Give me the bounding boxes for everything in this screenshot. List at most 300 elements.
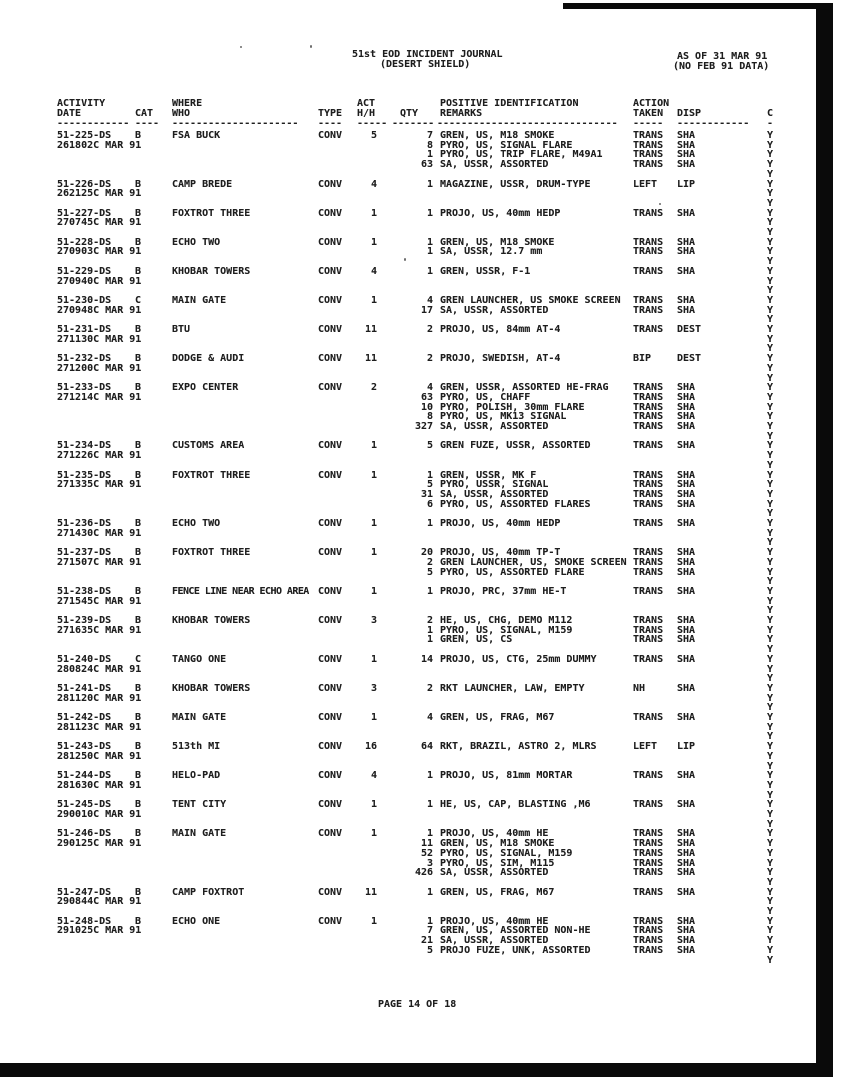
- confirm-flag: Y: [767, 265, 774, 277]
- category-code: B: [135, 770, 142, 782]
- category-code: B: [135, 547, 142, 559]
- where-who: MAIN GATE: [172, 712, 227, 723]
- action-taken: TRANS: [633, 294, 664, 306]
- disposition: SHA: [677, 498, 696, 510]
- col-header-cat: CAT: [135, 108, 154, 119]
- item-qty: 63: [420, 159, 433, 171]
- item-qty: 2: [426, 615, 433, 626]
- incident-type: CONV: [318, 712, 343, 723]
- item-qty: 1: [426, 518, 433, 529]
- underline-type: ----: [318, 118, 343, 129]
- confirm-flag: Y: [767, 838, 774, 850]
- item-qty: 14: [420, 653, 433, 665]
- confirm-flag: Y: [767, 547, 774, 559]
- item-remark: PYRO, US, ASSORTED FLARE: [440, 566, 585, 578]
- activity-id: 51-226-DS: [57, 178, 112, 190]
- activity-datetime: 281250C MAR 91: [57, 750, 142, 762]
- action-taken: TRANS: [633, 130, 664, 141]
- act-hh-count: 1: [370, 547, 377, 559]
- confirm-flag: Y: [767, 285, 774, 297]
- confirm-flag: Y: [767, 197, 774, 209]
- confirm-flag: Y: [767, 595, 774, 607]
- category-code: B: [135, 915, 142, 927]
- item-remark: PROJO, US, 40mm TP-T: [440, 547, 561, 559]
- act-hh-count: 3: [370, 682, 377, 694]
- item-qty: 2: [426, 682, 433, 694]
- scan-artifact-right-bar: [816, 3, 833, 1076]
- activity-datetime: 281630C MAR 91: [57, 779, 142, 791]
- confirm-flag: Y: [767, 682, 774, 694]
- disposition: SHA: [677, 130, 696, 141]
- item-remark: GREN, US, ASSORTED NON-HE: [440, 925, 591, 937]
- incident-type: CONV: [318, 518, 343, 529]
- as-of-date: AS OF 31 MAR 91: [677, 51, 768, 62]
- confirm-flag: Y: [767, 896, 774, 908]
- incident-type: CONV: [318, 799, 343, 811]
- action-taken: TRANS: [633, 828, 664, 840]
- confirm-flag: Y: [767, 731, 774, 743]
- disposition: SHA: [677, 159, 696, 171]
- category-code: B: [135, 828, 142, 840]
- confirm-flag: Y: [767, 256, 774, 268]
- category-code: B: [135, 518, 142, 529]
- disposition: SHA: [677, 488, 696, 500]
- confirm-flag: Y: [767, 721, 774, 733]
- item-qty: 1: [426, 634, 433, 646]
- item-qty: 2: [426, 353, 433, 365]
- item-qty: 11: [420, 838, 433, 850]
- disposition: SHA: [677, 207, 696, 219]
- where-who: FOXTROT THREE: [172, 207, 251, 219]
- act-hh-count: 1: [370, 518, 377, 529]
- category-code: B: [135, 712, 142, 723]
- confirm-flag: Y: [767, 954, 774, 966]
- item-remark: PROJO FUZE, UNK, ASSORTED: [440, 944, 591, 956]
- action-taken: TRANS: [633, 566, 664, 578]
- item-remark: RKT, BRAZIL, ASTRO 2, MLRS: [440, 741, 597, 753]
- disposition: SHA: [677, 867, 696, 879]
- disposition: LIP: [677, 741, 696, 753]
- disposition: SHA: [677, 304, 696, 316]
- disposition: SHA: [677, 944, 696, 956]
- page-number-footer: PAGE 14 OF 18: [378, 999, 457, 1010]
- action-taken: TRANS: [633, 518, 664, 529]
- confirm-flag: Y: [767, 159, 774, 171]
- item-remark: GREN, US, M18 SMOKE: [440, 838, 555, 850]
- action-taken: TRANS: [633, 382, 664, 394]
- action-taken: TRANS: [633, 886, 664, 898]
- confirm-flag: Y: [767, 537, 774, 549]
- underline-cat: ----: [135, 118, 160, 129]
- activity-datetime: 290125C MAR 91: [57, 838, 142, 850]
- disposition: SHA: [677, 935, 696, 947]
- category-code: B: [135, 178, 142, 190]
- item-remark: SA, USSR, ASSORTED: [440, 304, 549, 316]
- action-taken: TRANS: [633, 440, 664, 452]
- disposition: SHA: [677, 149, 696, 161]
- category-code: B: [135, 741, 142, 753]
- confirm-flag: Y: [767, 867, 774, 879]
- incident-type: CONV: [318, 324, 343, 335]
- confirm-flag: Y: [767, 828, 774, 840]
- activity-datetime: 271545C MAR 91: [57, 595, 142, 607]
- category-code: B: [135, 682, 142, 694]
- item-qty: 4: [426, 294, 433, 306]
- act-hh-count: 1: [370, 207, 377, 219]
- item-remark: SA, USSR, ASSORTED: [440, 867, 549, 879]
- disposition: SHA: [677, 382, 696, 394]
- confirm-flag: Y: [767, 566, 774, 578]
- action-taken: TRANS: [633, 770, 664, 782]
- act-hh-count: 2: [370, 382, 377, 394]
- category-code: B: [135, 799, 142, 811]
- confirm-flag: Y: [767, 411, 774, 423]
- confirm-flag: Y: [767, 624, 774, 636]
- action-taken: TRANS: [633, 324, 664, 335]
- where-who: ECHO TWO: [172, 518, 221, 529]
- where-who: FOXTROT THREE: [172, 547, 251, 559]
- confirm-flag: Y: [767, 382, 774, 394]
- item-qty: 21: [420, 935, 433, 947]
- item-qty: 8: [426, 139, 433, 151]
- act-hh-count: 1: [370, 653, 377, 665]
- action-taken: LEFT: [633, 178, 658, 190]
- disposition: DEST: [677, 324, 702, 335]
- where-who: TANGO ONE: [172, 653, 227, 665]
- disposition: SHA: [677, 479, 696, 491]
- disposition: SHA: [677, 634, 696, 646]
- col-header-who: WHO: [172, 108, 191, 119]
- act-hh-count: 11: [364, 353, 377, 365]
- item-qty: 10: [420, 401, 433, 413]
- confirm-flag: Y: [767, 294, 774, 306]
- where-who: CUSTOMS AREA: [172, 440, 245, 452]
- activity-datetime: 271635C MAR 91: [57, 624, 142, 636]
- disposition: SHA: [677, 925, 696, 937]
- item-remark: PYRO, US, TRIP FLARE, M49A1: [440, 149, 603, 161]
- confirm-flag: Y: [767, 149, 774, 161]
- disposition: SHA: [677, 440, 696, 452]
- disposition: SHA: [677, 615, 696, 626]
- activity-datetime: 271214C MAR 91: [57, 391, 142, 403]
- disposition: SHA: [677, 857, 696, 869]
- underline-disp: ------------: [677, 118, 750, 129]
- category-code: B: [135, 440, 142, 452]
- item-remark: PYRO, US, CHAFF: [440, 391, 531, 403]
- incident-type: CONV: [318, 440, 343, 452]
- disposition: SHA: [677, 236, 696, 248]
- item-remark: GREN, USSR, F-1: [440, 265, 531, 277]
- activity-id: 51-244-DS: [57, 770, 112, 782]
- disposition: SHA: [677, 391, 696, 403]
- item-remark: PROJO, SWEDISH, AT-4: [440, 353, 561, 365]
- item-remark: GREN, US, M18 SMOKE: [440, 130, 555, 141]
- action-taken: TRANS: [633, 585, 664, 597]
- confirm-flag: Y: [767, 130, 774, 141]
- incident-type: CONV: [318, 178, 343, 190]
- underline-c: -: [767, 118, 774, 129]
- disposition: SHA: [677, 838, 696, 850]
- item-remark: PROJO, PRC, 37mm HE-T: [440, 585, 567, 597]
- activity-datetime: 291025C MAR 91: [57, 925, 142, 937]
- confirm-flag: Y: [767, 944, 774, 956]
- item-qty: 1: [426, 178, 433, 190]
- col-header-action: ACTION: [633, 98, 670, 109]
- action-taken: TRANS: [633, 712, 664, 723]
- confirm-flag: Y: [767, 401, 774, 413]
- where-who: FOXTROT THREE: [172, 469, 251, 481]
- disposition: SHA: [677, 770, 696, 782]
- action-taken: TRANS: [633, 944, 664, 956]
- confirm-flag: Y: [767, 915, 774, 927]
- item-qty: 1: [426, 915, 433, 927]
- scan-speck: [659, 203, 661, 205]
- item-remark: SA, USSR, ASSORTED: [440, 935, 549, 947]
- category-code: B: [135, 265, 142, 277]
- activity-id: 51-240-DS: [57, 653, 112, 665]
- disposition: SHA: [677, 585, 696, 597]
- confirm-flag: Y: [767, 479, 774, 491]
- action-taken: TRANS: [633, 411, 664, 423]
- action-taken: TRANS: [633, 488, 664, 500]
- confirm-flag: Y: [767, 605, 774, 617]
- confirm-flag: Y: [767, 789, 774, 801]
- confirm-flag: Y: [767, 760, 774, 772]
- category-code: B: [135, 585, 142, 597]
- category-code: C: [135, 653, 142, 665]
- disposition: SHA: [677, 653, 696, 665]
- col-header-taken: TAKEN: [633, 108, 664, 119]
- activity-id: 51-230-DS: [57, 294, 112, 306]
- action-taken: TRANS: [633, 925, 664, 937]
- act-hh-count: 4: [370, 770, 377, 782]
- item-remark: PROJO, US, 40mm HE: [440, 828, 549, 840]
- confirm-flag: Y: [767, 585, 774, 597]
- act-hh-count: 4: [370, 265, 377, 277]
- activity-datetime: 290844C MAR 91: [57, 896, 142, 908]
- disposition: SHA: [677, 682, 696, 694]
- confirm-flag: Y: [767, 333, 774, 345]
- activity-datetime: 270745C MAR 91: [57, 217, 142, 229]
- action-taken: TRANS: [633, 857, 664, 869]
- item-remark: SA, USSR, ASSORTED: [440, 488, 549, 500]
- col-header-disp: DISP: [677, 108, 702, 119]
- where-who: EXPO CENTER: [172, 382, 239, 394]
- item-qty: 31: [420, 488, 433, 500]
- disposition: SHA: [677, 712, 696, 723]
- item-remark: GREN, USSR, ASSORTED HE-FRAG: [440, 382, 609, 394]
- underline-hh: -----: [357, 118, 388, 129]
- confirm-flag: Y: [767, 741, 774, 753]
- confirm-flag: Y: [767, 353, 774, 365]
- item-remark: PYRO, US, SIGNAL, M159: [440, 847, 573, 859]
- action-taken: TRANS: [633, 139, 664, 151]
- activity-datetime: 270903C MAR 91: [57, 246, 142, 258]
- act-hh-count: 5: [370, 130, 377, 141]
- no-data-note: (NO FEB 91 DATA): [673, 61, 770, 72]
- document-title-line1: 51st EOD INCIDENT JOURNAL: [352, 49, 503, 60]
- disposition: SHA: [677, 799, 696, 811]
- act-hh-count: 1: [370, 469, 377, 481]
- item-remark: RKT LAUNCHER, LAW, EMPTY: [440, 682, 585, 694]
- where-who: CAMP FOXTROT: [172, 886, 245, 898]
- item-qty: 64: [420, 741, 433, 753]
- action-taken: TRANS: [633, 265, 664, 277]
- confirm-flag: Y: [767, 556, 774, 568]
- incident-type: CONV: [318, 469, 343, 481]
- action-taken: TRANS: [633, 304, 664, 316]
- activity-datetime: 271200C MAR 91: [57, 362, 142, 374]
- activity-id: 51-243-DS: [57, 741, 112, 753]
- item-remark: SA, USSR, 12.7 mm: [440, 246, 543, 258]
- confirm-flag: Y: [767, 304, 774, 316]
- incident-type: CONV: [318, 382, 343, 394]
- item-remark: GREN LAUNCHER, US SMOKE SCREEN: [440, 294, 621, 306]
- action-taken: NH: [633, 682, 646, 694]
- col-header-activity: ACTIVITY: [57, 98, 106, 109]
- disposition: SHA: [677, 401, 696, 413]
- confirm-flag: Y: [767, 712, 774, 723]
- underline-remarks: ------------------------------: [437, 118, 618, 129]
- item-remark: SA, USSR, ASSORTED: [440, 421, 549, 432]
- action-taken: TRANS: [633, 401, 664, 413]
- disposition: SHA: [677, 518, 696, 529]
- action-taken: TRANS: [633, 653, 664, 665]
- confirm-flag: Y: [767, 857, 774, 869]
- activity-id: 51-235-DS: [57, 469, 112, 481]
- underline-qty: -------: [392, 118, 435, 129]
- category-code: B: [135, 469, 142, 481]
- action-taken: TRANS: [633, 149, 664, 161]
- col-header-hh: H/H: [357, 108, 376, 119]
- where-who: ECHO TWO: [172, 236, 221, 248]
- action-taken: TRANS: [633, 556, 664, 568]
- confirm-flag: Y: [767, 935, 774, 947]
- action-taken: TRANS: [633, 547, 664, 559]
- incident-type: CONV: [318, 886, 343, 898]
- where-who: ECHO ONE: [172, 915, 221, 927]
- item-remark: PYRO, US, ASSORTED FLARES: [440, 498, 591, 510]
- incident-type: CONV: [318, 265, 343, 277]
- where-who: KHOBAR TOWERS: [172, 615, 251, 626]
- act-hh-count: 11: [364, 324, 377, 335]
- act-hh-count: 3: [370, 615, 377, 626]
- disposition: SHA: [677, 246, 696, 258]
- action-taken: TRANS: [633, 469, 664, 481]
- confirm-flag: Y: [767, 663, 774, 675]
- incident-type: CONV: [318, 547, 343, 559]
- incident-type: CONV: [318, 828, 343, 840]
- item-remark: GREN, US, FRAG, M67: [440, 886, 555, 898]
- confirm-flag: Y: [767, 391, 774, 403]
- item-remark: PROJO, US, 40mm HEDP: [440, 207, 561, 219]
- confirm-flag: Y: [767, 576, 774, 588]
- disposition: SHA: [677, 265, 696, 277]
- activity-datetime: 271130C MAR 91: [57, 333, 142, 345]
- item-qty: 20: [420, 547, 433, 559]
- action-taken: TRANS: [633, 246, 664, 258]
- incident-type: CONV: [318, 915, 343, 927]
- disposition: LIP: [677, 178, 696, 190]
- col-header-date: DATE: [57, 108, 82, 119]
- document-title-line2: (DESERT SHIELD): [380, 59, 471, 70]
- scan-artifact-top-bar: [563, 3, 831, 9]
- item-qty: 4: [426, 712, 433, 723]
- where-who: KHOBAR TOWERS: [172, 265, 251, 277]
- category-code: B: [135, 353, 142, 365]
- disposition: SHA: [677, 139, 696, 151]
- item-qty: 1: [426, 828, 433, 840]
- item-qty: 7: [426, 925, 433, 937]
- item-qty: 5: [426, 440, 433, 452]
- action-taken: TRANS: [633, 236, 664, 248]
- confirm-flag: Y: [767, 750, 774, 762]
- category-code: B: [135, 130, 142, 141]
- col-header-where: WHERE: [172, 98, 203, 109]
- confirm-flag: Y: [767, 518, 774, 529]
- act-hh-count: 1: [370, 294, 377, 306]
- act-hh-count: 1: [370, 915, 377, 927]
- item-qty: 63: [420, 391, 433, 403]
- where-who: MAIN GATE: [172, 294, 227, 306]
- activity-id: 51-233-DS: [57, 382, 112, 394]
- confirm-flag: Y: [767, 906, 774, 917]
- action-taken: TRANS: [633, 634, 664, 646]
- underline-taken: -----: [633, 118, 664, 129]
- item-remark: SA, USSR, ASSORTED: [440, 159, 549, 171]
- action-taken: TRANS: [633, 498, 664, 510]
- action-taken: TRANS: [633, 624, 664, 636]
- category-code: B: [135, 236, 142, 248]
- incident-type: CONV: [318, 585, 343, 597]
- action-taken: TRANS: [633, 159, 664, 171]
- item-qty: 1: [426, 799, 433, 811]
- item-remark: PYRO, POLISH, 30mm FLARE: [440, 401, 585, 413]
- item-qty: 2: [426, 556, 433, 568]
- where-who: HELO-PAD: [172, 770, 221, 782]
- item-qty: 1: [426, 469, 433, 481]
- item-qty: 6: [426, 498, 433, 510]
- activity-id: 51-232-DS: [57, 353, 112, 365]
- confirm-flag: Y: [767, 527, 774, 539]
- confirm-flag: Y: [767, 188, 774, 200]
- confirm-flag: Y: [767, 634, 774, 646]
- activity-id: 51-234-DS: [57, 440, 112, 452]
- disposition: SHA: [677, 828, 696, 840]
- activity-id: 51-248-DS: [57, 915, 112, 927]
- where-who: MAIN GATE: [172, 828, 227, 840]
- incident-type: CONV: [318, 615, 343, 626]
- item-qty: 5: [426, 566, 433, 578]
- act-hh-count: 1: [370, 712, 377, 723]
- activity-id: 51-246-DS: [57, 828, 112, 840]
- item-remark: PYRO, US, SIGNAL FLARE: [440, 139, 573, 151]
- act-hh-count: 11: [364, 886, 377, 898]
- item-remark: PYRO, USSR, SIGNAL: [440, 479, 549, 491]
- confirm-flag: Y: [767, 847, 774, 859]
- activity-id: 51-225-DS: [57, 130, 112, 141]
- where-who: FENCE LINE NEAR ECHO AREA: [172, 585, 309, 597]
- confirm-flag: Y: [767, 876, 774, 888]
- action-taken: BIP: [633, 353, 652, 365]
- disposition: SHA: [677, 624, 696, 636]
- confirm-flag: Y: [767, 168, 774, 180]
- activity-datetime: 281120C MAR 91: [57, 692, 142, 704]
- underline-who: ---------------------: [172, 118, 299, 129]
- activity-datetime: 271226C MAR 91: [57, 450, 142, 462]
- where-who: 513th MI: [172, 741, 221, 753]
- action-taken: TRANS: [633, 421, 664, 432]
